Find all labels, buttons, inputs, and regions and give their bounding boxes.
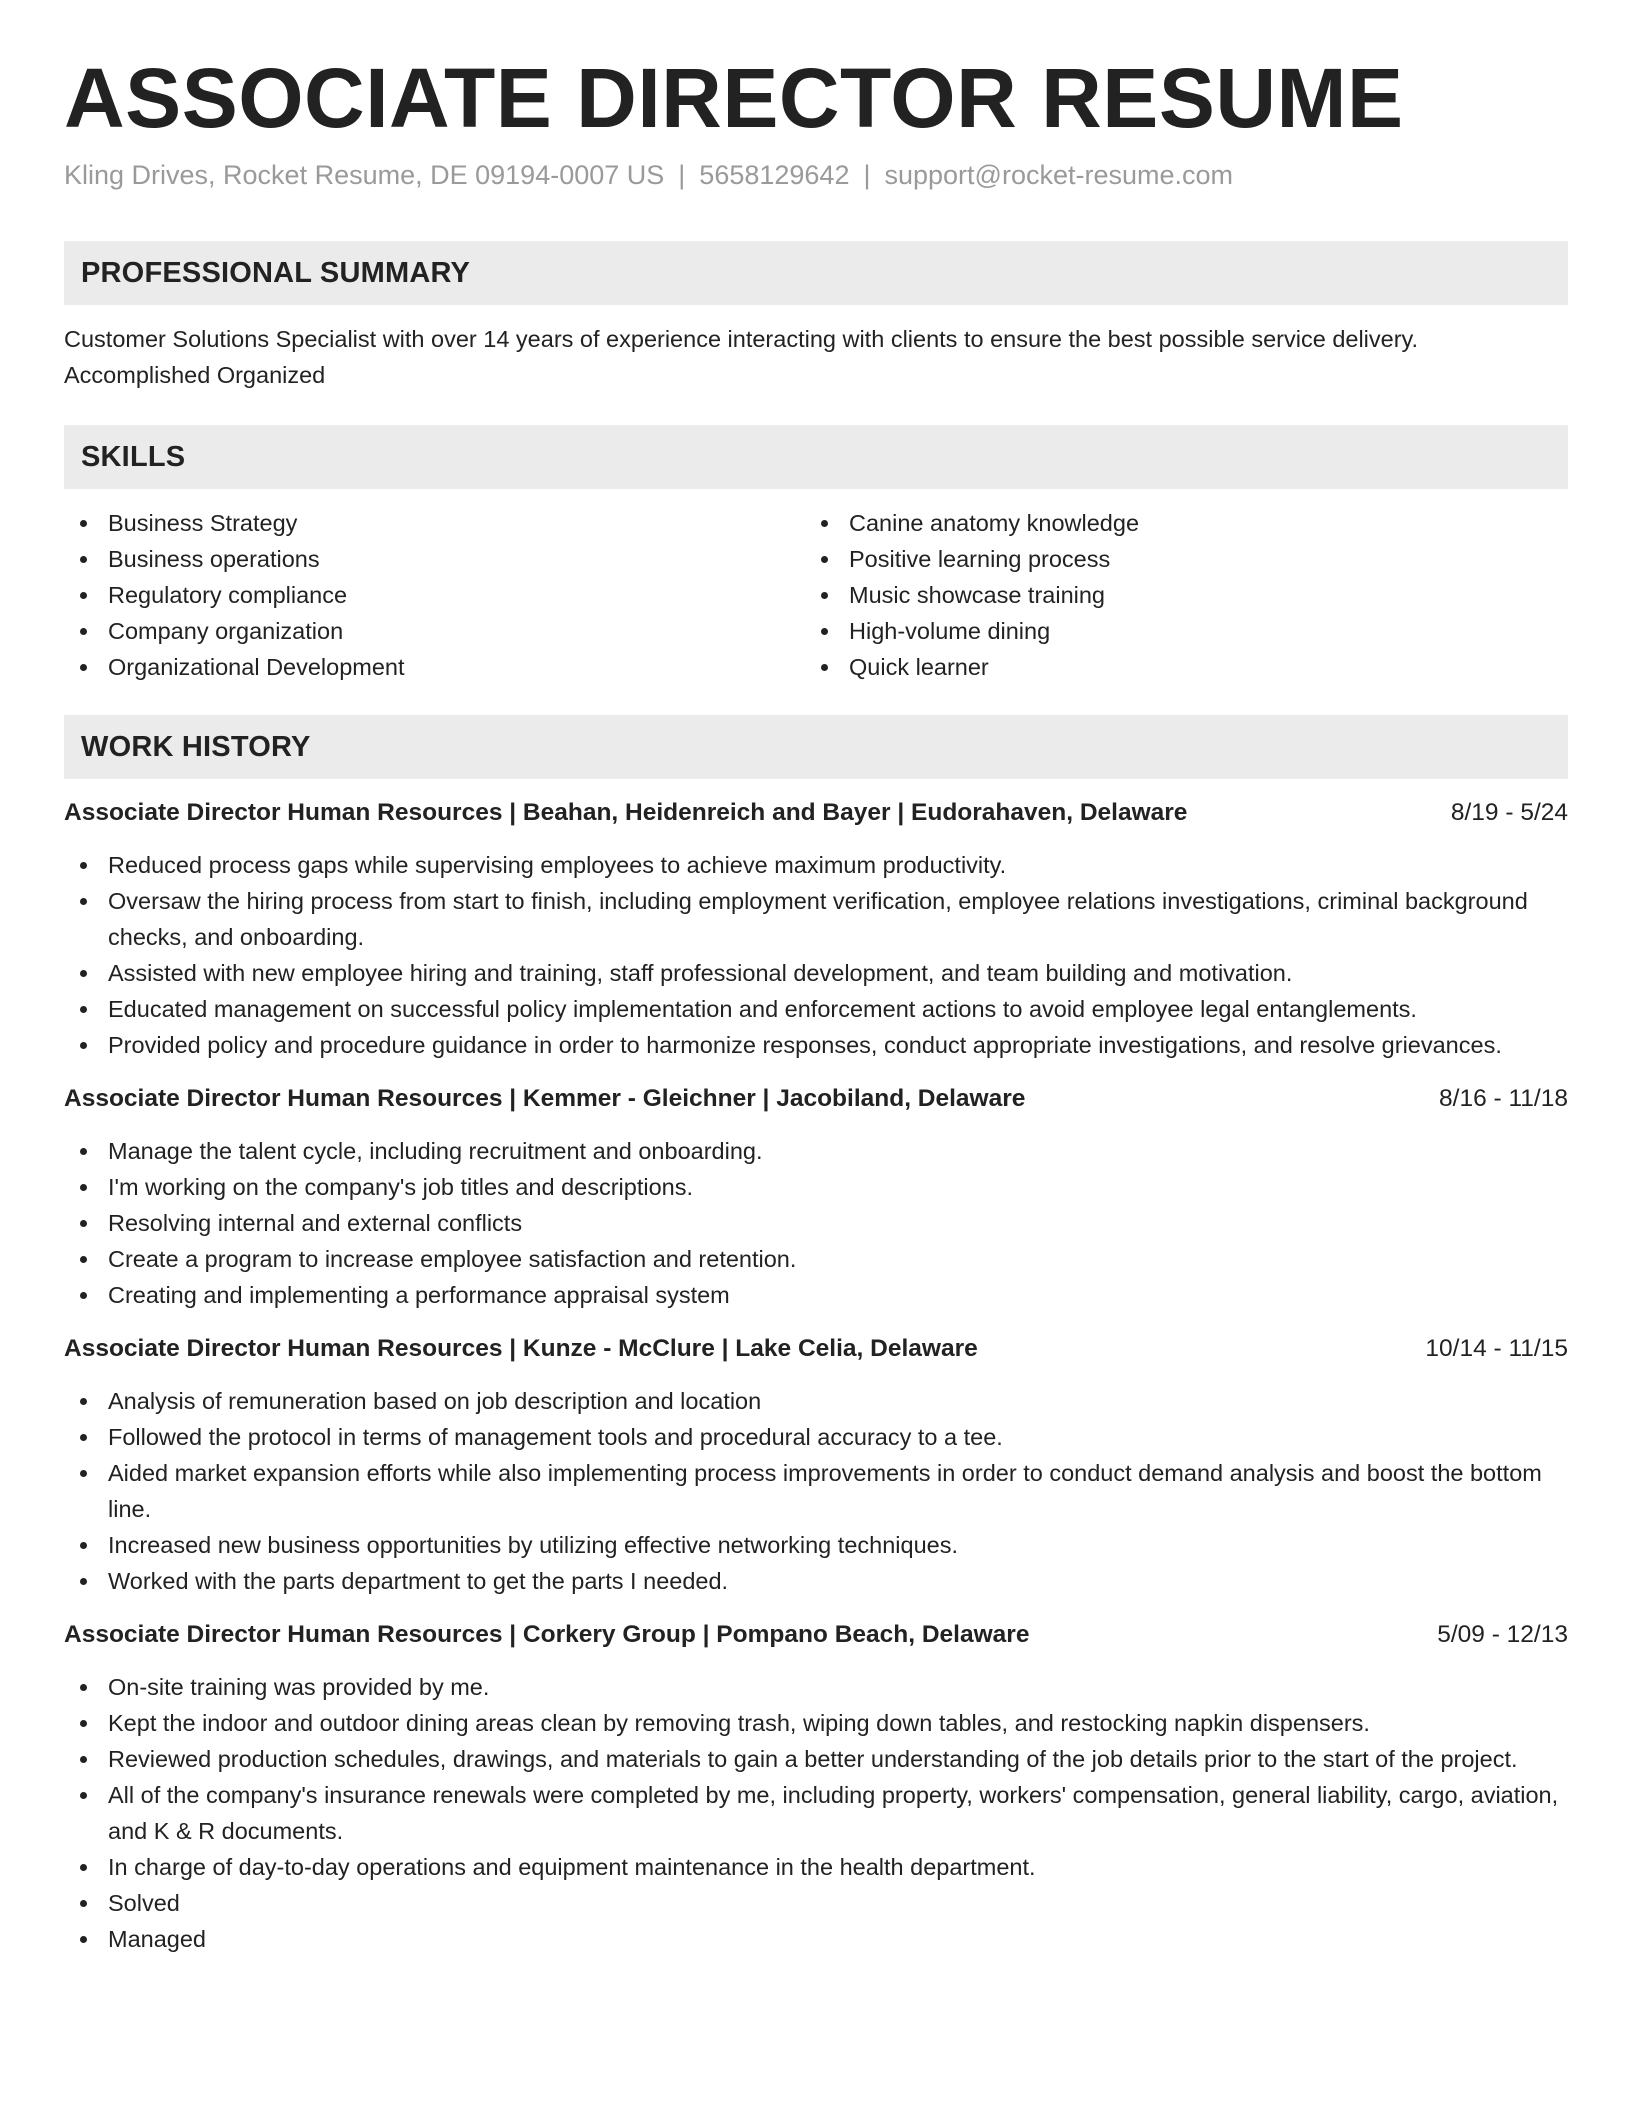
contact-separator: | [863, 160, 871, 191]
job-duty: On-site training was provided by me. [64, 1669, 1568, 1705]
job-title: Associate Director Human Resources | Kemmer - Gleichner | Jacobiland, Delaware [64, 1085, 1026, 1113]
job-dates: 5/09 - 12/13 [1437, 1621, 1568, 1649]
work-history-heading: WORK HISTORY [64, 715, 1568, 779]
skill-item: Regulatory compliance [64, 577, 805, 613]
skill-item: Quick learner [805, 649, 1546, 685]
job-duty: Resolving internal and external conflicts [64, 1205, 1568, 1241]
contact-address: Kling Drives, Rocket Resume, DE 09194-0007 US [64, 160, 665, 191]
skill-item: High-volume dining [805, 613, 1546, 649]
skills-column-left [64, 505, 805, 685]
skills-heading: SKILLS [64, 425, 1568, 489]
job-duty: Managed [64, 1921, 1568, 1957]
contact-separator: | [678, 160, 686, 191]
contact-email: support@rocket-resume.com [884, 160, 1234, 191]
job-header [64, 1081, 1568, 1117]
skill-item: Positive learning process [805, 541, 1546, 577]
job-title: Associate Director Human Resources | Corkery Group | Pompano Beach, Delaware [64, 1621, 1030, 1649]
job-entry [64, 1331, 1568, 1599]
skill-item: Company organization [64, 613, 805, 649]
summary-heading: PROFESSIONAL SUMMARY [64, 241, 1568, 305]
contact-line [64, 160, 1568, 191]
job-duty: Oversaw the hiring process from start to finish, including employment verification, employee relations investigations, criminal background checks, and onboarding. [64, 883, 1568, 955]
job-dates: 8/16 - 11/18 [1439, 1085, 1568, 1113]
job-title: Associate Director Human Resources | Kunze - McClure | Lake Celia, Delaware [64, 1335, 978, 1363]
job-header [64, 1617, 1568, 1653]
job-dates: 10/14 - 11/15 [1425, 1335, 1568, 1363]
job-duty: Analysis of remuneration based on job description and location [64, 1383, 1568, 1419]
skill-item: Music showcase training [805, 577, 1546, 613]
skill-item: Canine anatomy knowledge [805, 505, 1546, 541]
skills-column-right [805, 505, 1546, 685]
job-dates: 8/19 - 5/24 [1450, 799, 1568, 827]
job-duty: Manage the talent cycle, including recruitment and onboarding. [64, 1133, 1568, 1169]
job-duties [64, 1383, 1568, 1599]
job-duty: Kept the indoor and outdoor dining areas clean by removing trash, wiping down tables, and restocking napkin dispensers. [64, 1705, 1568, 1741]
skills-list [64, 505, 1568, 685]
job-header [64, 795, 1568, 831]
job-entry [64, 1081, 1568, 1313]
summary-text [64, 321, 1568, 393]
summary-line: Customer Solutions Specialist with over 14 years of experience interacting with clients to ensure the best possible service delivery. [64, 326, 1419, 353]
job-entry [64, 1617, 1568, 1957]
skill-item: Business operations [64, 541, 805, 577]
job-duty: Aided market expansion efforts while also implementing process improvements in order to conduct demand analysis and boost the bottom line. [64, 1455, 1568, 1527]
job-duty: In charge of day-to-day operations and equipment maintenance in the health department. [64, 1849, 1568, 1885]
job-duty: Educated management on successful policy implementation and enforcement actions to avoid employee legal entanglements. [64, 991, 1568, 1027]
job-duty: Creating and implementing a performance appraisal system [64, 1277, 1568, 1313]
job-duties [64, 1133, 1568, 1313]
job-title: Associate Director Human Resources | Beahan, Heidenreich and Bayer | Eudorahaven, Delaware [64, 799, 1188, 827]
summary-line: Accomplished Organized [64, 362, 326, 389]
job-duty: Worked with the parts department to get the parts I needed. [64, 1563, 1568, 1599]
job-duty: Increased new business opportunities by utilizing effective networking techniques. [64, 1527, 1568, 1563]
job-duty: Create a program to increase employee satisfaction and retention. [64, 1241, 1568, 1277]
job-header [64, 1331, 1568, 1367]
job-duty: Solved [64, 1885, 1568, 1921]
job-duty: Reduced process gaps while supervising employees to achieve maximum productivity. [64, 847, 1568, 883]
job-duty: Followed the protocol in terms of management tools and procedural accuracy to a tee. [64, 1419, 1568, 1455]
job-duty: I'm working on the company's job titles and descriptions. [64, 1169, 1568, 1205]
job-duty: All of the company's insurance renewals were completed by me, including property, workers' compensation, general liability, cargo, aviation, and K & R documents. [64, 1777, 1568, 1849]
job-duty: Assisted with new employee hiring and training, staff professional development, and team building and motivation. [64, 955, 1568, 991]
job-duties [64, 1669, 1568, 1957]
job-duties [64, 847, 1568, 1063]
job-duty: Provided policy and procedure guidance in order to harmonize responses, conduct appropriate investigations, and resolve grievances. [64, 1027, 1568, 1063]
skill-item: Organizational Development [64, 649, 805, 685]
contact-phone: 5658129642 [699, 160, 850, 191]
job-entry [64, 795, 1568, 1063]
resume-title: ASSOCIATE DIRECTOR RESUME [64, 51, 1404, 145]
skill-item: Business Strategy [64, 505, 805, 541]
job-duty: Reviewed production schedules, drawings, and materials to gain a better understanding of the job details prior to the start of the project. [64, 1741, 1568, 1777]
